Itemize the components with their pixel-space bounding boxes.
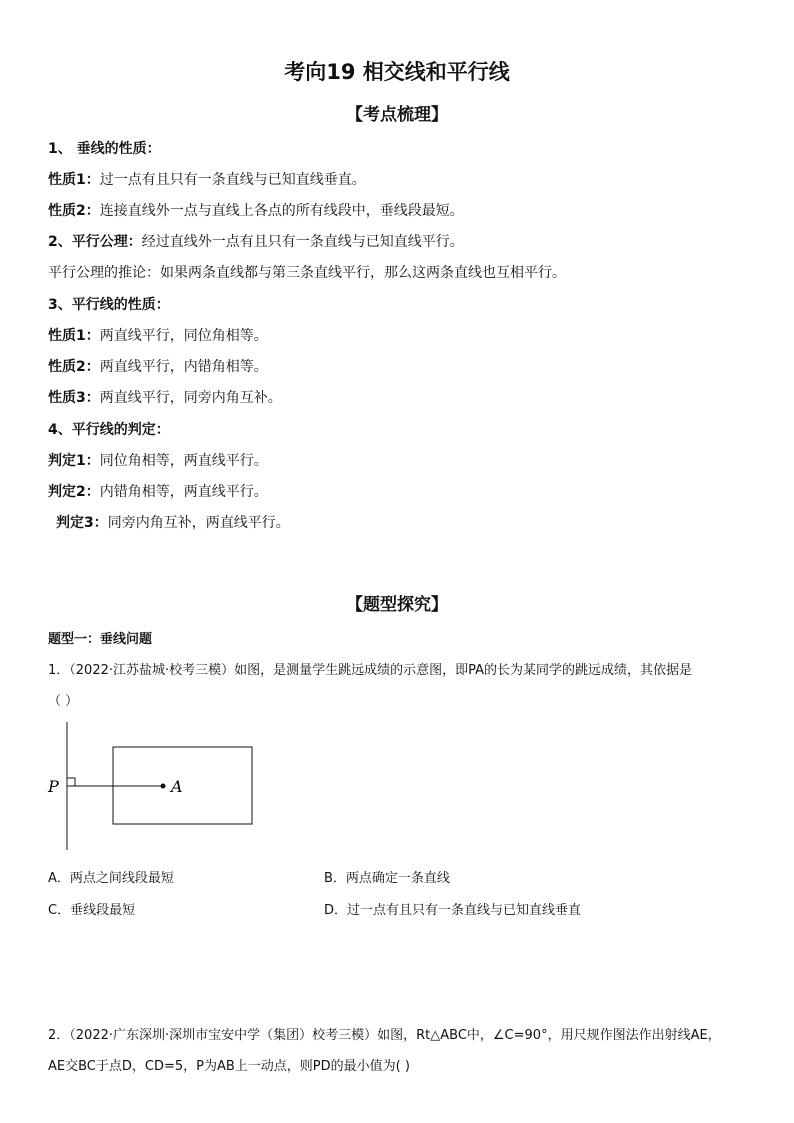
point-line-13 xyxy=(56,512,290,532)
figure-label-a: A xyxy=(171,777,183,796)
point-head: 性质2： xyxy=(48,203,100,219)
point-head: 判定3： xyxy=(56,515,108,531)
point-line-8 xyxy=(48,356,268,376)
point-head: 2、平行公理： xyxy=(48,234,142,250)
q1-option-a[interactable]: A．两点之间线段最短 xyxy=(48,871,174,886)
point-body: 两直线平行，同位角相等。 xyxy=(99,328,268,344)
point-body: 平行公理的推论：如果两条直线都与第三条直线平行，那么这两条直线也互相平行。 xyxy=(48,265,566,281)
point-head: 3、平行线的性质： xyxy=(48,297,170,313)
point-line-5 xyxy=(48,262,566,282)
point-body: 两直线平行，内错角相等。 xyxy=(99,359,268,375)
page-title: 考向19 相交线和平行线 xyxy=(284,60,510,84)
point-head: 性质1： xyxy=(48,172,100,188)
point-line-7 xyxy=(48,325,268,345)
section-heading-kaodian: 【考点梳理】 xyxy=(346,105,448,125)
q1-stem-line2: （ ） xyxy=(48,694,79,709)
point-body: 过一点有且只有一条直线与已知直线垂直。 xyxy=(99,172,366,188)
q2-stem-line2: AE交BC于点D，CD=5，P为AB上一动点，则PD的最小值为( ) xyxy=(48,1059,410,1074)
q1-option-b[interactable]: B．两点确定一条直线 xyxy=(324,871,450,886)
q1-option-c[interactable]: C．垂线段最短 xyxy=(48,903,136,918)
point-body: 内错角相等，两直线平行。 xyxy=(99,484,268,500)
point-head: 性质1： xyxy=(48,328,100,344)
point-body: 两直线平行，同旁内角互补。 xyxy=(99,390,282,406)
point-a-dot xyxy=(161,784,166,789)
point-head: 4、平行线的判定： xyxy=(48,422,170,438)
point-body: 经过直线外一点有且只有一条直线与已知直线平行。 xyxy=(141,234,464,250)
point-line-10 xyxy=(48,419,170,439)
point-line-9 xyxy=(48,387,282,407)
point-head: 判定2： xyxy=(48,484,100,500)
point-head: 判定1： xyxy=(48,453,100,469)
point-head: 1、 垂线的性质： xyxy=(48,141,161,157)
point-body: 同位角相等，两直线平行。 xyxy=(99,453,268,469)
type1-label: 题型一：垂线问题 xyxy=(48,632,153,647)
q2-stem-line1: 2．（2022·广东深圳·深圳市宝安中学（集团）校考三模）如图，Rt△ABC中，∠C=90°，用尺规作图法作出射线AE， xyxy=(48,1028,721,1043)
q1-stem-line1: 1．（2022·江苏盐城·校考三模）如图，是测量学生跳远成绩的示意图，即PA的长为某同学的跳远成绩，其依据是 xyxy=(48,663,693,678)
point-line-2 xyxy=(48,169,366,189)
figure-label-p: P xyxy=(48,777,59,796)
point-line-1 xyxy=(48,138,161,158)
section-heading-tixing: 【题型探究】 xyxy=(346,595,448,615)
point-head: 性质3： xyxy=(48,390,100,406)
q1-figure xyxy=(40,722,270,852)
point-line-4 xyxy=(48,231,464,251)
point-body: 连接直线外一点与直线上各点的所有线段中，垂线段最短。 xyxy=(99,203,464,219)
point-body: 同旁内角互补，两直线平行。 xyxy=(107,515,290,531)
right-angle-mark xyxy=(67,778,75,786)
point-line-3 xyxy=(48,200,464,220)
point-line-12 xyxy=(48,481,268,501)
point-line-11 xyxy=(48,450,268,470)
q1-option-d[interactable]: D．过一点有且只有一条直线与已知直线垂直 xyxy=(324,903,582,918)
point-line-6 xyxy=(48,294,170,314)
point-head: 性质2： xyxy=(48,359,100,375)
